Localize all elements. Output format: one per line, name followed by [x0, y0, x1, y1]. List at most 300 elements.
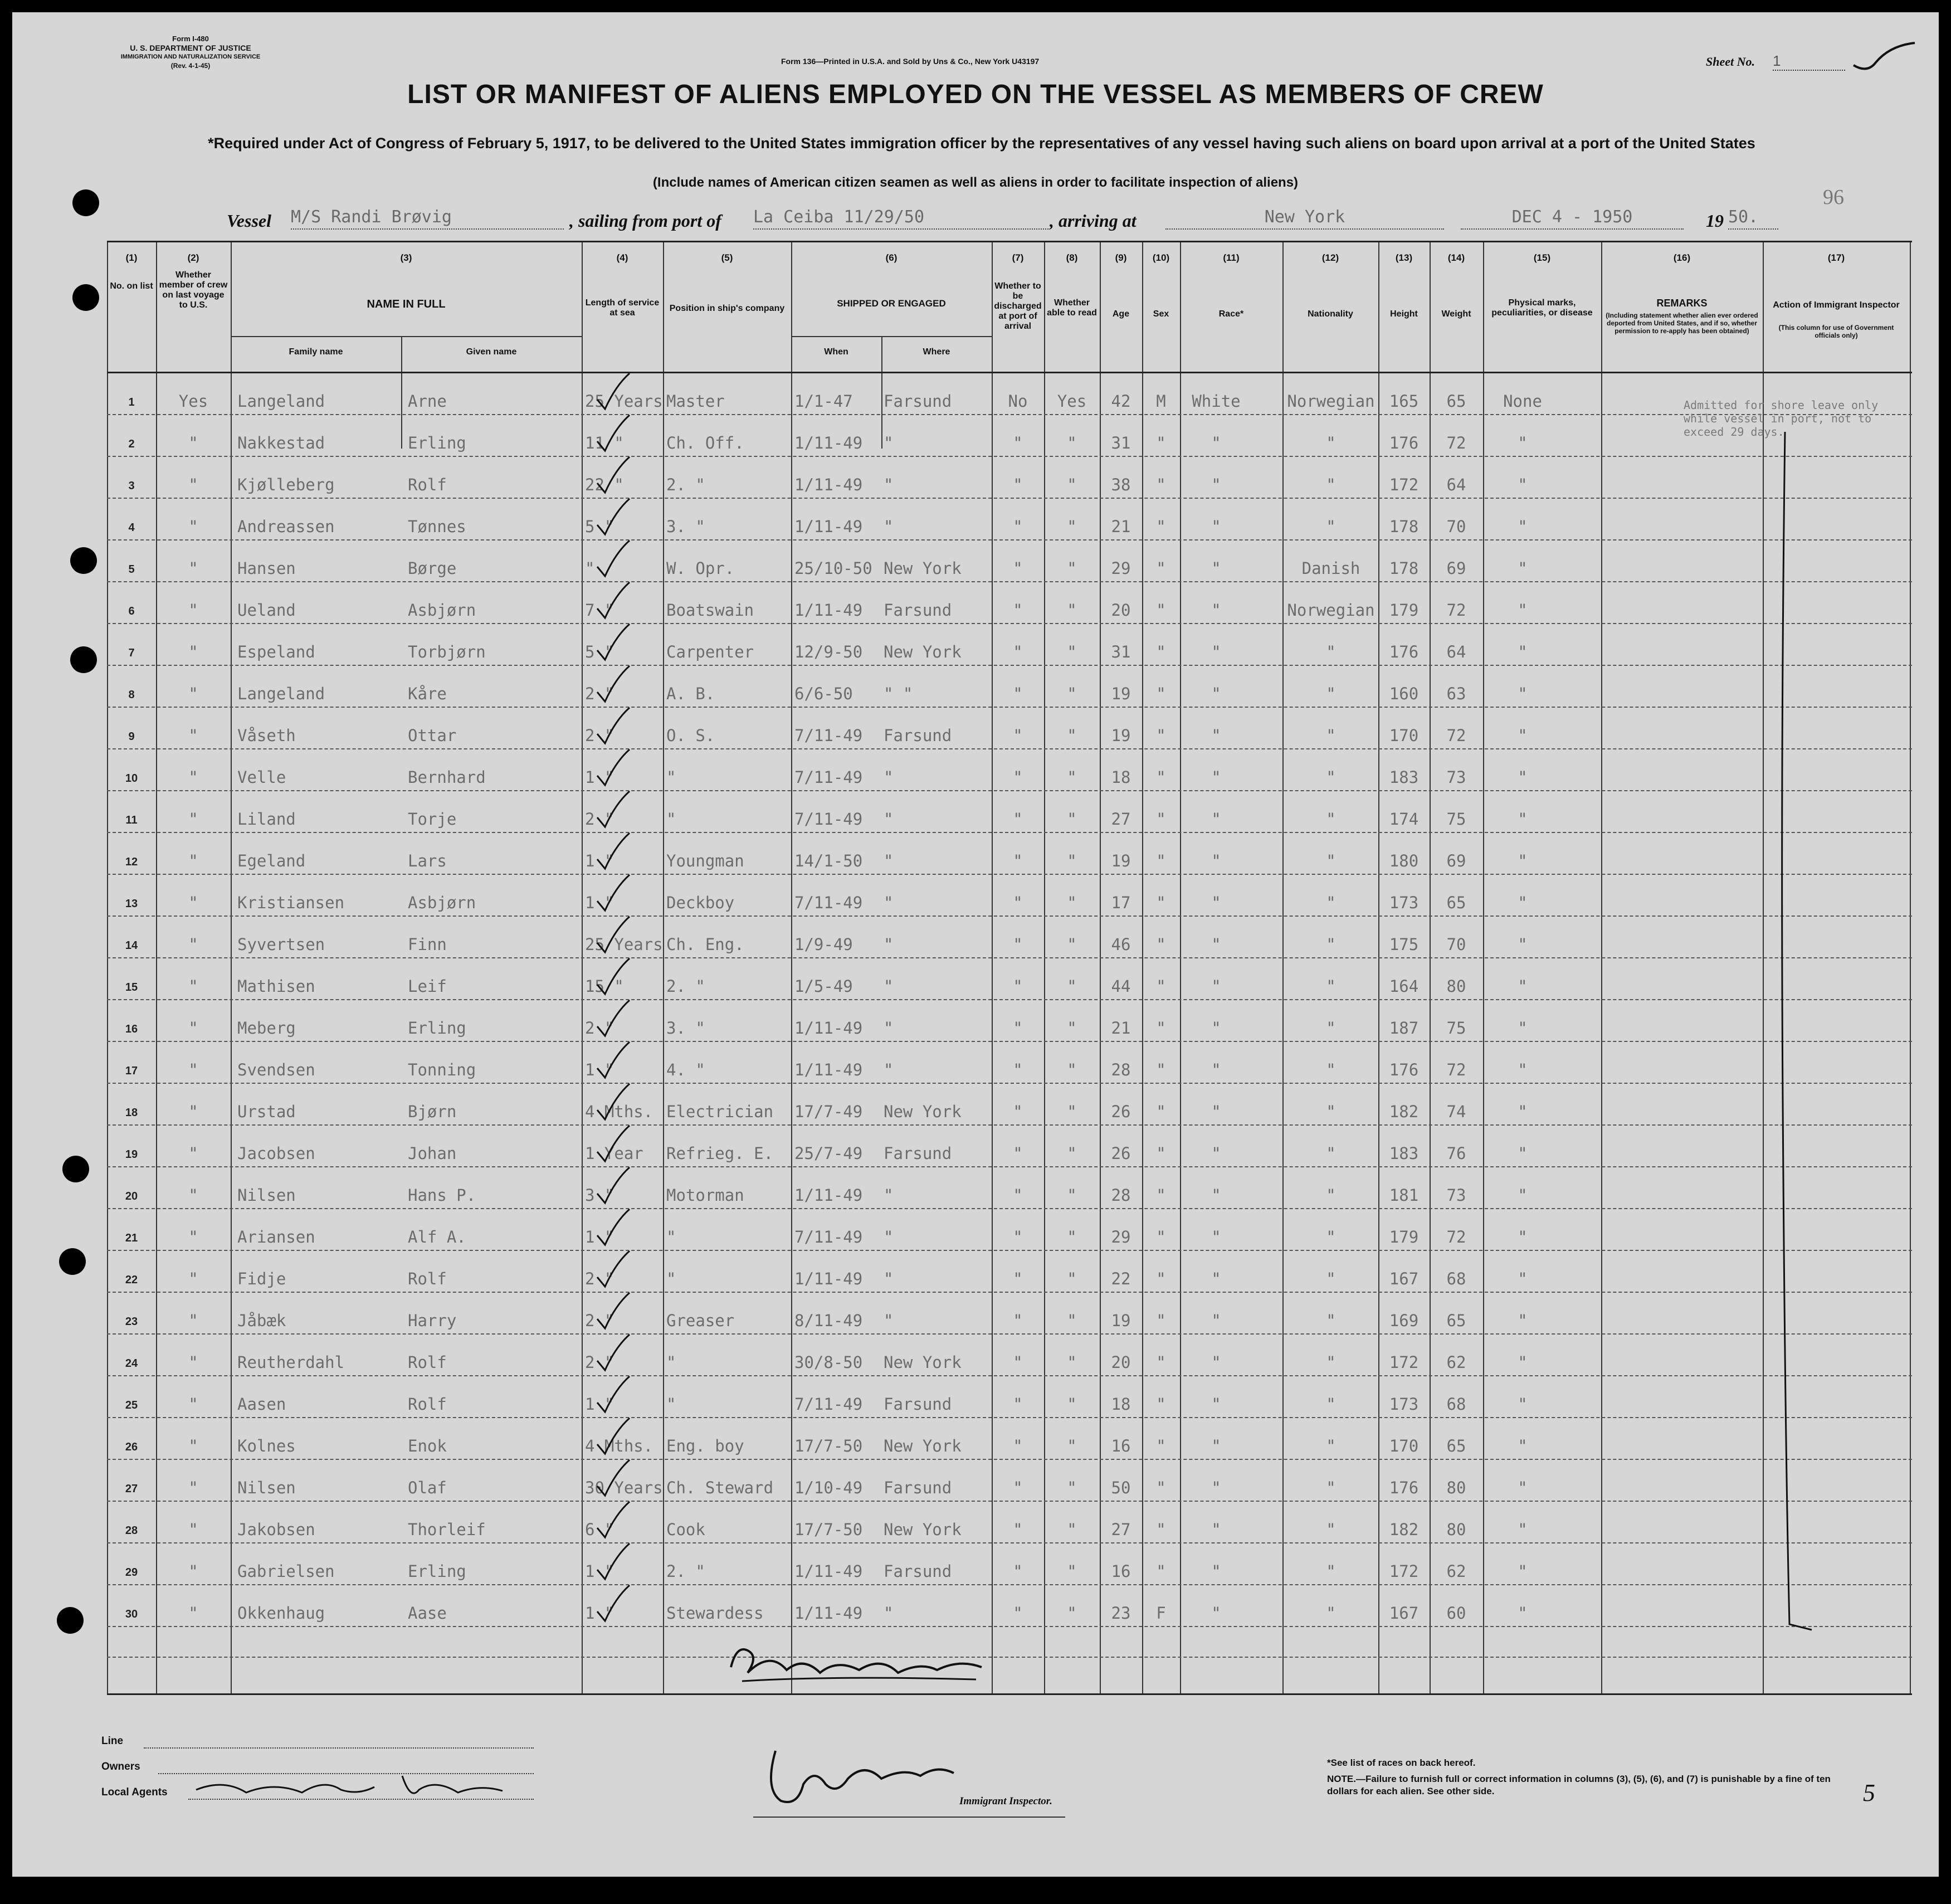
col-nationality: Nationality	[1308, 309, 1353, 319]
cell-weight: 62	[1446, 1353, 1466, 1372]
cell-service: 22 "	[585, 475, 624, 494]
cell-given: Bernhard	[408, 768, 486, 787]
cell-race: "	[1211, 1478, 1221, 1497]
cell-read: "	[1067, 559, 1077, 578]
cell-marks: "	[1518, 977, 1528, 996]
cell-nat: "	[1326, 1353, 1336, 1372]
row-number: 16	[125, 1023, 138, 1035]
cell-race: "	[1211, 1604, 1221, 1623]
cell-where: "	[884, 1019, 894, 1038]
cell-marks: "	[1518, 1395, 1528, 1414]
cell-given: Tønnes	[408, 517, 466, 536]
cell-family: Jakobsen	[237, 1520, 315, 1539]
cell-service: 2 "	[585, 810, 614, 829]
cell-nat: "	[1326, 475, 1336, 494]
cell-where: "	[884, 1311, 894, 1330]
inspector-signature-icon	[753, 1745, 959, 1818]
colnum: (10)	[1152, 252, 1170, 263]
cell-nat: "	[1326, 1562, 1336, 1581]
master-signature-icon	[725, 1639, 993, 1689]
cell-age: 38	[1111, 475, 1131, 494]
cell-sex: "	[1156, 1562, 1166, 1581]
cell-read: "	[1067, 810, 1077, 829]
cell-given: Rolf	[408, 475, 447, 494]
cell-marks: "	[1518, 1436, 1528, 1455]
colnum: (9)	[1115, 252, 1127, 263]
cell-race: "	[1211, 1562, 1221, 1581]
cell-weight: 62	[1446, 1562, 1466, 1581]
cell-height: 187	[1389, 1019, 1419, 1038]
table-row	[107, 1417, 1912, 1459]
cell-position: "	[666, 1228, 676, 1246]
check-mark-icon	[1851, 40, 1918, 79]
cell-given: Rolf	[408, 1353, 447, 1372]
cell-service: 1 "	[585, 768, 614, 787]
col-position: Position in ship's company	[669, 304, 785, 313]
cell-where: Farsund	[884, 726, 952, 745]
cell-weight: 63	[1446, 684, 1466, 703]
cell-position: 3. "	[666, 1019, 705, 1038]
row-number: 4	[128, 522, 135, 534]
cell-service: 6 "	[585, 1520, 614, 1539]
cell-race: "	[1211, 434, 1221, 452]
punch-hole	[72, 189, 99, 216]
cell-position: Master	[666, 392, 725, 411]
vessel-label: Vessel	[227, 211, 271, 231]
voyage-line	[12, 207, 1939, 241]
cell-nat: "	[1326, 1436, 1336, 1455]
cell-position: A. B.	[666, 684, 715, 703]
cell-where: Farsund	[884, 1395, 952, 1414]
cell-where: "	[884, 1186, 894, 1205]
col-race: Race*	[1218, 309, 1244, 319]
cell-when: 1/11-49	[794, 1562, 863, 1581]
cell-marks: "	[1518, 642, 1528, 661]
sailing-label: , sailing from port of	[569, 211, 721, 231]
cell-race: "	[1211, 935, 1221, 954]
form-number: Form I-480	[172, 35, 209, 43]
cell-marks: "	[1518, 1520, 1528, 1539]
cell-marks: "	[1518, 1269, 1528, 1288]
table-row	[107, 581, 1912, 623]
cell-read: "	[1067, 1604, 1077, 1623]
cell-where: Farsund	[884, 1478, 952, 1497]
cell-weight: 73	[1446, 1186, 1466, 1205]
cell-nat: "	[1326, 434, 1336, 452]
cell-weight: 69	[1446, 851, 1466, 870]
cell-where: "	[884, 1228, 894, 1246]
cell-given: Aase	[408, 1604, 447, 1623]
row-number: 6	[128, 605, 135, 617]
cell-height: 164	[1389, 977, 1419, 996]
cell-read: "	[1067, 1228, 1077, 1246]
cell-where: "	[884, 768, 894, 787]
cell-family: Langeland	[237, 684, 325, 703]
cell-given: Ottar	[408, 726, 457, 745]
cell-prev: "	[188, 1395, 198, 1414]
cell-disch: "	[1013, 684, 1023, 703]
cell-service: 1 "	[585, 1060, 614, 1079]
cell-sex: "	[1156, 893, 1166, 912]
cell-sex: "	[1156, 726, 1166, 745]
cell-family: Hansen	[237, 559, 296, 578]
cell-service: 1 Year	[585, 1144, 643, 1163]
cell-race: "	[1211, 642, 1221, 661]
cell-given: Erling	[408, 434, 466, 452]
cell-where: Farsund	[884, 1562, 952, 1581]
cell-when: 7/11-49	[794, 893, 863, 912]
cell-read: "	[1067, 1269, 1077, 1288]
year-value: 50.	[1728, 207, 1778, 230]
cell-given: Hans P.	[408, 1186, 476, 1205]
cell-when: 1/11-49	[794, 434, 863, 452]
cell-prev: "	[188, 1102, 198, 1121]
tick-mark-icon	[591, 620, 635, 664]
cell-race: "	[1211, 1269, 1221, 1288]
cell-read: "	[1067, 1520, 1077, 1539]
cell-nat: Danish	[1301, 559, 1360, 578]
table-row	[107, 1208, 1912, 1250]
cell-when: 25/10-50	[794, 559, 872, 578]
cell-age: 18	[1111, 1395, 1131, 1414]
form-subtitle-note: (Include names of American citizen seamen as well as aliens in order to facilitate inspection of aliens)	[652, 175, 1299, 190]
cell-where: "	[884, 434, 894, 452]
cell-sex: "	[1156, 1102, 1166, 1121]
cell-age: 26	[1111, 1102, 1131, 1121]
cell-when: 1/11-49	[794, 475, 863, 494]
cell-family: Nakkestad	[237, 434, 325, 452]
cell-where: "	[884, 1604, 894, 1623]
colnum: (5)	[721, 252, 733, 263]
cell-prev: "	[188, 893, 198, 912]
table-row	[107, 1584, 1912, 1626]
cell-weight: 75	[1446, 810, 1466, 829]
table-row	[107, 1333, 1912, 1375]
footer-line-label: Line	[101, 1735, 124, 1747]
cell-read: "	[1067, 1144, 1077, 1163]
cell-height: 179	[1389, 1228, 1419, 1246]
cell-when: 6/6-50	[794, 684, 853, 703]
cell-sex: "	[1156, 1269, 1166, 1288]
cell-marks: "	[1518, 684, 1528, 703]
row-number: 19	[125, 1148, 138, 1161]
cell-disch: "	[1013, 475, 1023, 494]
row-number: 10	[125, 772, 138, 785]
tick-mark-icon	[591, 1581, 635, 1625]
cell-read: "	[1067, 475, 1077, 494]
cell-sex: "	[1156, 434, 1166, 452]
cell-race: "	[1211, 1436, 1221, 1455]
cell-race: "	[1211, 1019, 1221, 1038]
cell-position: "	[666, 810, 676, 829]
punch-hole	[72, 284, 99, 311]
penalty-note: NOTE.—Failure to furnish full or correct information in columns (3), (5), (6), and (7) is punishable by a fine of ten dollars for each alien. See other side.	[1327, 1774, 1831, 1796]
cell-prev: "	[188, 1311, 198, 1330]
col-remarks-note: (Including statement whether alien ever ordered deported from United States, and if so, whether permission to re-apply has been obtained)	[1606, 311, 1758, 335]
cell-service: 3 "	[585, 1186, 614, 1205]
cell-position: 3. "	[666, 517, 705, 536]
cell-disch: "	[1013, 977, 1023, 996]
colnum: (8)	[1066, 252, 1078, 263]
cell-marks: "	[1518, 851, 1528, 870]
cell-family: Jåbæk	[237, 1311, 286, 1330]
cell-service: 5 "	[585, 642, 614, 661]
cell-age: 27	[1111, 1520, 1131, 1539]
cell-service: 1 "	[585, 1562, 614, 1581]
cell-when: 7/11-49	[794, 768, 863, 787]
tick-mark-icon	[591, 1246, 635, 1291]
cell-position: W. Opr.	[666, 559, 735, 578]
cell-disch: "	[1013, 1060, 1023, 1079]
cell-position: Stewardess	[666, 1604, 764, 1623]
cell-where: Farsund	[884, 392, 952, 411]
row-number: 20	[125, 1190, 138, 1202]
cell-nat: "	[1326, 1395, 1336, 1414]
cell-marks: "	[1518, 1228, 1528, 1246]
cell-disch: "	[1013, 1144, 1023, 1163]
cell-prev: "	[188, 642, 198, 661]
tick-mark-icon	[591, 1079, 635, 1124]
cell-read: "	[1067, 1019, 1077, 1038]
cell-weight: 70	[1446, 935, 1466, 954]
colnum: (1)	[125, 252, 138, 263]
cell-race: "	[1211, 1353, 1221, 1372]
table-row	[107, 1124, 1912, 1166]
table-row	[107, 748, 1912, 790]
colnum: (13)	[1395, 252, 1413, 263]
tick-mark-icon	[591, 578, 635, 622]
colnum: (2)	[187, 252, 199, 263]
cell-prev: "	[188, 1353, 198, 1372]
cell-sex: "	[1156, 684, 1166, 703]
cell-read: Yes	[1057, 392, 1087, 411]
tick-mark-icon	[591, 870, 635, 915]
cell-service: 2 "	[585, 1019, 614, 1038]
cell-age: 23	[1111, 1604, 1131, 1623]
cell-where: New York	[884, 1520, 962, 1539]
cell-read: "	[1067, 434, 1077, 452]
cell-when: 1/11-49	[794, 1604, 863, 1623]
stamp-number: 96	[1823, 186, 1844, 209]
cell-race: "	[1211, 1060, 1221, 1079]
col-age: Age	[1112, 309, 1130, 319]
table-row	[107, 1542, 1912, 1584]
department: U. S. DEPARTMENT OF JUSTICE	[130, 43, 251, 52]
tick-mark-icon	[591, 1539, 635, 1584]
cell-weight: 75	[1446, 1019, 1466, 1038]
col-sex: Sex	[1153, 309, 1169, 319]
cell-position: "	[666, 1395, 676, 1414]
cell-given: Leif	[408, 977, 447, 996]
colnum: (14)	[1447, 252, 1465, 263]
cell-read: "	[1067, 642, 1077, 661]
cell-nat: "	[1326, 1269, 1336, 1288]
cell-marks: "	[1518, 1478, 1528, 1497]
cell-height: 174	[1389, 810, 1419, 829]
cell-disch: "	[1013, 1604, 1023, 1623]
tick-mark-icon	[591, 912, 635, 957]
cell-where: "	[884, 893, 894, 912]
cell-sex: "	[1156, 1395, 1166, 1414]
cell-prev: "	[188, 726, 198, 745]
cell-race: "	[1211, 893, 1221, 912]
cell-disch: "	[1013, 935, 1023, 954]
cell-family: Andreassen	[237, 517, 335, 536]
col-where: Where	[923, 347, 950, 357]
cell-nat: "	[1326, 1102, 1336, 1121]
row-number: 7	[128, 647, 135, 659]
tick-mark-icon	[591, 1121, 635, 1166]
page-mark: 5	[1863, 1779, 1875, 1806]
cell-height: 167	[1389, 1269, 1419, 1288]
arrival-date: DEC 4 - 1950	[1461, 207, 1684, 230]
cell-height: 181	[1389, 1186, 1419, 1205]
cell-when: 1/1-47	[794, 392, 853, 411]
cell-prev: "	[188, 977, 198, 996]
col-family-name: Family name	[289, 347, 343, 357]
cell-weight: 73	[1446, 768, 1466, 787]
cell-weight: 72	[1446, 1060, 1466, 1079]
cell-marks: "	[1518, 434, 1528, 452]
row-rule	[107, 1657, 1912, 1658]
table-row	[107, 790, 1912, 832]
cell-read: "	[1067, 977, 1077, 996]
cell-given: Rolf	[408, 1395, 447, 1414]
cell-prev: "	[188, 1520, 198, 1539]
row-number: 22	[125, 1274, 138, 1286]
footer-owners-label: Owners	[101, 1761, 140, 1772]
cell-race: "	[1211, 684, 1221, 703]
cell-family: Meberg	[237, 1019, 296, 1038]
cell-height: 165	[1389, 392, 1419, 411]
cell-service: 7 "	[585, 601, 614, 620]
tick-mark-icon	[591, 1372, 635, 1416]
cell-when: 14/1-50	[794, 851, 863, 870]
cell-when: 7/11-49	[794, 810, 863, 829]
cell-sex: "	[1156, 559, 1166, 578]
cell-age: 50	[1111, 1478, 1131, 1497]
cell-given: Lars	[408, 851, 447, 870]
cell-marks: "	[1518, 559, 1528, 578]
cell-height: 183	[1389, 1144, 1419, 1163]
col-action-note: (This column for use of Government officials only)	[1778, 324, 1894, 339]
cell-family: Syvertsen	[237, 935, 325, 954]
remark-line: exceed 29 days.	[1684, 425, 1784, 439]
cell-given: Erling	[408, 1019, 466, 1038]
cell-when: 7/11-49	[794, 1228, 863, 1246]
cell-family: Liland	[237, 810, 296, 829]
form-title: LIST OR MANIFEST OF ALIENS EMPLOYED ON THE VESSEL AS MEMBERS OF CREW	[407, 80, 1544, 109]
name-subheader-line	[231, 336, 582, 337]
colnum: (4)	[616, 252, 628, 263]
cell-given: Enok	[408, 1436, 447, 1455]
cell-position: O. S.	[666, 726, 715, 745]
colnum: (15)	[1533, 252, 1551, 263]
cell-service: 11 "	[585, 434, 624, 452]
cell-height: 182	[1389, 1520, 1419, 1539]
col-remarks: REMARKS	[1656, 298, 1708, 309]
cell-service: "	[585, 559, 595, 578]
cell-weight: 65	[1446, 1311, 1466, 1330]
races-note: *See list of races on back hereof.	[1327, 1757, 1476, 1768]
cell-nat: "	[1326, 726, 1336, 745]
cell-weight: 65	[1446, 1436, 1466, 1455]
cell-where: "	[884, 1060, 894, 1079]
cell-disch: "	[1013, 1019, 1023, 1038]
cell-sex: "	[1156, 1311, 1166, 1330]
cell-position: "	[666, 1353, 676, 1372]
cell-where: "	[884, 517, 894, 536]
tick-mark-icon	[591, 703, 635, 748]
cell-service: 4 Mths.	[585, 1436, 653, 1455]
cell-nat: "	[1326, 1604, 1336, 1623]
inspector-label: Immigrant Inspector.	[959, 1795, 1052, 1807]
table-row	[107, 832, 1912, 874]
cell-position: Boatswain	[666, 601, 754, 620]
cell-given: Harry	[408, 1311, 457, 1330]
cell-race: "	[1211, 726, 1221, 745]
cell-weight: 80	[1446, 1520, 1466, 1539]
cell-age: 29	[1111, 559, 1131, 578]
cell-weight: 64	[1446, 642, 1466, 661]
table-row	[107, 456, 1912, 498]
cell-when: 1/10-49	[794, 1478, 863, 1497]
tick-mark-icon	[591, 996, 635, 1040]
cell-service: 1 "	[585, 1395, 614, 1414]
year-label: 19	[1706, 211, 1724, 231]
row-number: 17	[125, 1065, 138, 1077]
footer-agents-label: Local Agents	[101, 1786, 168, 1798]
row-number: 11	[125, 814, 138, 826]
cell-prev: Yes	[178, 392, 208, 411]
cell-prev: "	[188, 810, 198, 829]
agent-signature-icon	[191, 1767, 536, 1806]
row-number: 14	[125, 939, 138, 952]
cell-service: 25 Years	[585, 392, 663, 411]
cell-race: "	[1211, 851, 1221, 870]
cell-disch: No	[1008, 392, 1028, 411]
punch-hole	[57, 1607, 84, 1634]
cell-sex: "	[1156, 475, 1166, 494]
cell-when: 25/7-49	[794, 1144, 863, 1163]
row-number: 27	[125, 1483, 138, 1495]
cell-when: 17/7-50	[794, 1520, 863, 1539]
row-number: 2	[128, 438, 135, 450]
cell-sex: "	[1156, 935, 1166, 954]
cell-height: 179	[1389, 601, 1419, 620]
cell-service: 1 "	[585, 1604, 614, 1623]
cell-race: "	[1211, 601, 1221, 620]
cell-position: Ch. Steward	[666, 1478, 774, 1497]
cell-age: 19	[1111, 1311, 1131, 1330]
cell-read: "	[1067, 1353, 1077, 1372]
table-row	[107, 539, 1912, 581]
cell-where: New York	[884, 1102, 962, 1121]
cell-sex: F	[1156, 1604, 1166, 1623]
colnum: (11)	[1223, 252, 1240, 263]
cell-prev: "	[188, 768, 198, 787]
cell-position: Youngman	[666, 851, 744, 870]
col-given-name: Given name	[466, 347, 517, 357]
tick-mark-icon	[591, 1163, 635, 1207]
cell-where: New York	[884, 559, 962, 578]
col-able-to-read: Whether able to read	[1047, 298, 1097, 318]
cell-read: "	[1067, 935, 1077, 954]
cell-disch: "	[1013, 1311, 1023, 1330]
cell-family: Okkenhaug	[237, 1604, 325, 1623]
cell-nat: "	[1326, 810, 1336, 829]
crew-table	[107, 241, 1912, 1695]
